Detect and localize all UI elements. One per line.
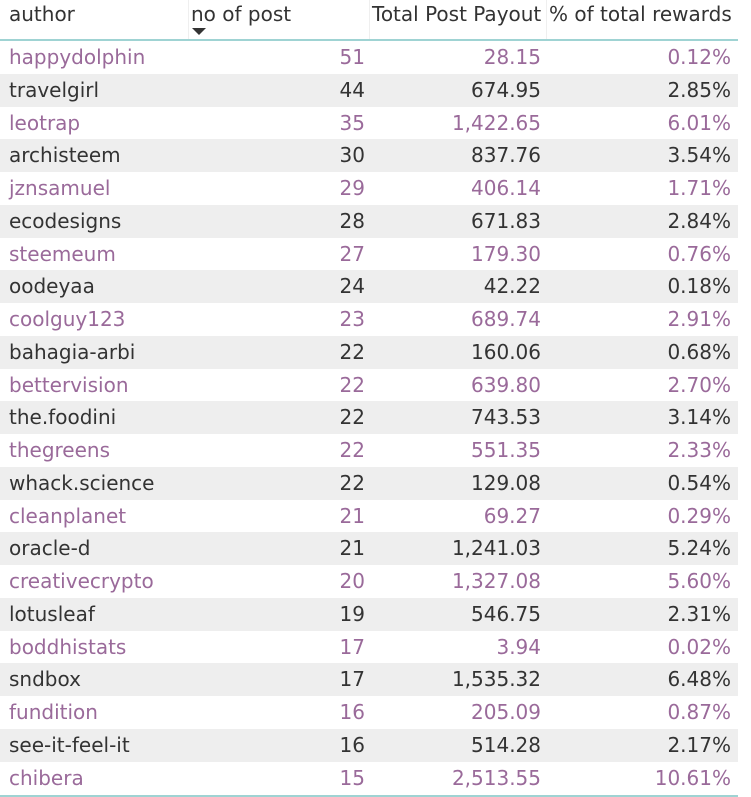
cell-author: bettervision xyxy=(9,372,129,397)
cell-pct-total-rewards: 0.18% xyxy=(667,274,731,299)
cell-no-of-post: 30 xyxy=(339,143,365,168)
cell-author: the.foodini xyxy=(9,405,117,430)
cell-pct-total-rewards: 1.71% xyxy=(667,176,731,200)
cell-total-post-payout: 837.76 xyxy=(471,143,541,168)
cell-pct-total-rewards: 6.01% xyxy=(667,110,731,135)
cell-no-of-post: 29 xyxy=(339,176,365,200)
cell-no-of-post: 27 xyxy=(339,241,365,266)
table-row[interactable] xyxy=(0,565,738,598)
cell-author: cleanplanet xyxy=(9,503,127,528)
cell-no-of-post: 15 xyxy=(339,765,365,790)
cell-pct-total-rewards: 0.54% xyxy=(667,470,731,495)
table-row[interactable] xyxy=(0,336,738,369)
cell-no-of-post: 20 xyxy=(339,569,365,593)
cell-author: travelgirl xyxy=(9,77,100,102)
cell-author: boddhistats xyxy=(9,634,127,659)
table-row[interactable] xyxy=(0,762,738,795)
cell-no-of-post: 35 xyxy=(339,110,365,135)
table-row[interactable] xyxy=(0,434,738,467)
column-divider xyxy=(546,0,547,39)
table-row[interactable] xyxy=(0,270,738,303)
cell-total-post-payout: 546.75 xyxy=(471,601,541,626)
cell-author: leotrap xyxy=(9,110,81,135)
cell-no-of-post: 16 xyxy=(339,732,365,757)
table-row[interactable] xyxy=(0,663,738,696)
cell-no-of-post: 21 xyxy=(339,536,365,561)
cell-author: creativecrypto xyxy=(9,569,154,593)
cell-pct-total-rewards: 5.60% xyxy=(667,569,731,593)
cell-no-of-post: 23 xyxy=(339,307,365,331)
cell-pct-total-rewards: 2.70% xyxy=(667,372,731,397)
table-row[interactable] xyxy=(0,303,738,336)
cell-author: fundition xyxy=(9,700,98,724)
cell-no-of-post: 17 xyxy=(339,634,365,659)
cell-pct-total-rewards: 2.31% xyxy=(667,601,731,626)
cell-total-post-payout: 42.22 xyxy=(483,274,541,299)
cell-no-of-post: 44 xyxy=(339,77,365,102)
column-header-total-post-payout[interactable]: Total Post Payout xyxy=(372,2,542,26)
cell-author: thegreens xyxy=(9,438,111,462)
cell-author: chibera xyxy=(9,765,84,790)
table-row[interactable] xyxy=(0,631,738,664)
cell-total-post-payout: 179.30 xyxy=(471,241,541,266)
cell-author: bahagia-arbi xyxy=(9,339,136,364)
cell-pct-total-rewards: 0.87% xyxy=(667,700,731,724)
table-row[interactable] xyxy=(0,205,738,238)
cell-author: lotusleaf xyxy=(9,601,95,626)
column-divider xyxy=(369,0,370,39)
table-row[interactable] xyxy=(0,500,738,533)
cell-total-post-payout: 743.53 xyxy=(471,405,541,430)
cell-total-post-payout: 1,422.65 xyxy=(451,110,541,135)
table-row[interactable] xyxy=(0,696,738,729)
cell-author: ecodesigns xyxy=(9,208,122,233)
column-header-pct-total-rewards[interactable]: % of total rewards xyxy=(549,2,732,26)
cell-pct-total-rewards: 3.54% xyxy=(667,143,731,168)
cell-no-of-post: 22 xyxy=(339,339,365,364)
cell-pct-total-rewards: 2.85% xyxy=(667,77,731,102)
cell-total-post-payout: 671.83 xyxy=(471,208,541,233)
cell-total-post-payout: 1,241.03 xyxy=(451,536,541,561)
table-row[interactable] xyxy=(0,598,738,631)
cell-no-of-post: 24 xyxy=(339,274,365,299)
cell-total-post-payout: 2,513.55 xyxy=(451,765,541,790)
cell-total-post-payout: 28.15 xyxy=(483,45,541,69)
cell-pct-total-rewards: 0.76% xyxy=(667,241,731,266)
cell-total-post-payout: 160.06 xyxy=(471,339,541,364)
cell-total-post-payout: 205.09 xyxy=(471,700,541,724)
cell-no-of-post: 16 xyxy=(339,700,365,724)
cell-author: steemeum xyxy=(9,241,116,266)
cell-author: archisteem xyxy=(9,143,121,168)
cell-pct-total-rewards: 5.24% xyxy=(667,536,731,561)
cell-author: oracle-d xyxy=(9,536,91,561)
table-header xyxy=(0,0,738,41)
cell-no-of-post: 22 xyxy=(339,470,365,495)
cell-no-of-post: 51 xyxy=(339,45,365,69)
cell-total-post-payout: 639.80 xyxy=(471,372,541,397)
cell-pct-total-rewards: 0.29% xyxy=(667,503,731,528)
cell-total-post-payout: 406.14 xyxy=(471,176,541,200)
cell-pct-total-rewards: 2.84% xyxy=(667,208,731,233)
table-row[interactable] xyxy=(0,729,738,762)
cell-total-post-payout: 69.27 xyxy=(483,503,541,528)
cell-total-post-payout: 1,535.32 xyxy=(451,667,541,692)
cell-total-post-payout: 551.35 xyxy=(471,438,541,462)
table-row[interactable] xyxy=(0,139,738,172)
table-row[interactable] xyxy=(0,369,738,402)
cell-no-of-post: 28 xyxy=(339,208,365,233)
table-row[interactable] xyxy=(0,74,738,107)
column-header-author[interactable]: author xyxy=(9,2,75,26)
cell-pct-total-rewards: 6.48% xyxy=(667,667,731,692)
table-row[interactable] xyxy=(0,532,738,565)
table-body xyxy=(0,41,738,794)
cell-pct-total-rewards: 3.14% xyxy=(667,405,731,430)
cell-total-post-payout: 514.28 xyxy=(471,732,541,757)
cell-no-of-post: 17 xyxy=(339,667,365,692)
cell-total-post-payout: 689.74 xyxy=(471,307,541,331)
table-row[interactable] xyxy=(0,172,738,205)
cell-pct-total-rewards: 2.17% xyxy=(667,732,731,757)
cell-author: coolguy123 xyxy=(9,307,126,331)
cell-pct-total-rewards: 2.33% xyxy=(667,438,731,462)
cell-author: oodeyaa xyxy=(9,274,95,299)
cell-total-post-payout: 129.08 xyxy=(471,470,541,495)
column-header-no-of-post[interactable]: no of post xyxy=(191,2,292,26)
cell-total-post-payout: 3.94 xyxy=(496,634,541,659)
cell-pct-total-rewards: 0.02% xyxy=(667,634,731,659)
table-row[interactable] xyxy=(0,41,738,74)
sort-descending-icon xyxy=(192,28,206,35)
cell-total-post-payout: 1,327.08 xyxy=(451,569,541,593)
cell-no-of-post: 22 xyxy=(339,372,365,397)
table-row[interactable] xyxy=(0,467,738,500)
cell-author: jznsamuel xyxy=(9,176,111,200)
cell-pct-total-rewards: 0.12% xyxy=(667,45,731,69)
cell-author: whack.science xyxy=(9,470,155,495)
cell-author: happydolphin xyxy=(9,45,146,69)
cell-pct-total-rewards: 2.91% xyxy=(667,307,731,331)
table-row[interactable] xyxy=(0,107,738,140)
cell-author: see-it-feel-it xyxy=(9,732,130,757)
cell-no-of-post: 22 xyxy=(339,405,365,430)
cell-pct-total-rewards: 10.61% xyxy=(654,765,731,790)
column-divider xyxy=(188,0,189,39)
cell-no-of-post: 22 xyxy=(339,438,365,462)
table-row[interactable] xyxy=(0,401,738,434)
cell-pct-total-rewards: 0.68% xyxy=(667,339,731,364)
cell-author: sndbox xyxy=(9,667,81,692)
table-row[interactable] xyxy=(0,238,738,271)
cell-no-of-post: 19 xyxy=(339,601,365,626)
cell-no-of-post: 21 xyxy=(339,503,365,528)
cell-total-post-payout: 674.95 xyxy=(471,77,541,102)
